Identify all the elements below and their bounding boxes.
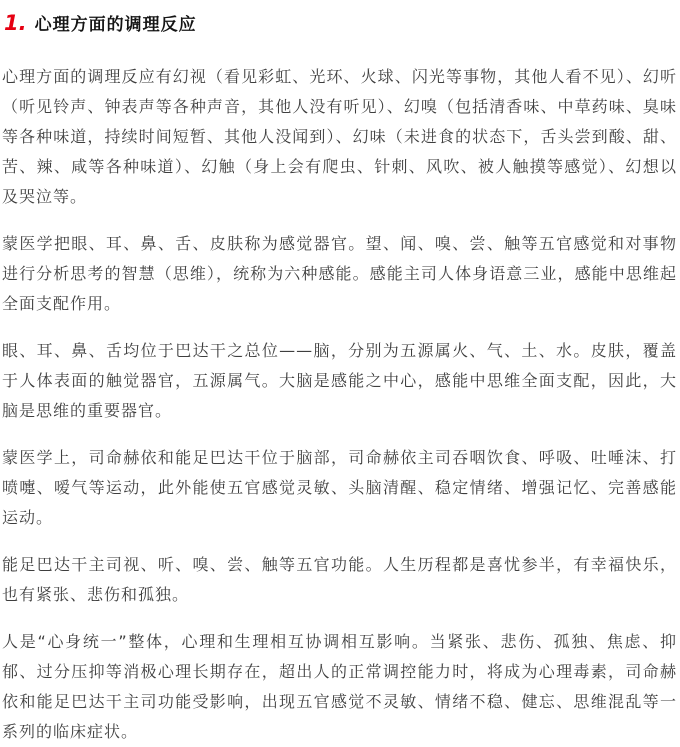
body-paragraph: 蒙医学上，司命赫依和能足巴达干位于脑部，司命赫依主司吞咽饮食、呼吸、吐唾沫、打喷嚏、嗳气等运动，此外能使五官感觉灵敏、头脑清醒、稳定情绪、增强记忆、完善感能运动。: [2, 448, 677, 527]
body-paragraph: 眼、耳、鼻、舌均位于巴达干之总位——脑，分别为五源属火、气、土、水。皮肤，覆盖于人体表面的触觉器官，五源属气。大脑是感能之中心，感能中思维全面支配，因此，大脑是思维的重要器官。: [2, 341, 677, 420]
section-number: 1.: [4, 11, 27, 35]
body-paragraph: 蒙医学把眼、耳、鼻、舌、皮肤称为感觉器官。望、闻、嗅、尝、触等五官感觉和对事物进行分析思考的智慧（思维），统称为六种感能。感能主司人体身语意三业，感能中思维起全面支配作用。: [2, 234, 677, 313]
body-paragraph: 能足巴达干主司视、听、嗅、尝、触等五官功能。人生历程都是喜忧参半，有幸福快乐，也有紧张、悲伤和孤独。: [2, 555, 677, 604]
body-paragraph: 心理方面的调理反应有幻视（看见彩虹、光环、火球、闪光等事物，其他人看不见）、幻听（听见铃声、钟表声等各种声音，其他人没有听见）、幻嗅（包括清香味、中草药味、臭味等各种味道，持续时间短暂、其他人没闻到）、幻味（未进食的状态下，舌头尝到酸、甜、苦、辣、咸等各种味道）、幻触（身上会有爬虫、针刺、风吹、被人触摸等感觉）、幻想以及哭泣等。: [2, 67, 677, 206]
section-heading: [4, 10, 677, 38]
article-body: [2, 62, 677, 747]
section-title: 心理方面的调理反应: [34, 15, 197, 35]
body-paragraph: 人是“心身统一”整体，心理和生理相互协调相互影响。当紧张、悲伤、孤独、焦虑、抑郁、过分压抑等消极心理长期存在，超出人的正常调控能力时，将成为心理毒素，司命赫依和能足巴达干主司功能受影响，出现五官感觉不灵敏、情绪不稳、健忘、思维混乱等一系列的临床症状。: [2, 632, 677, 741]
